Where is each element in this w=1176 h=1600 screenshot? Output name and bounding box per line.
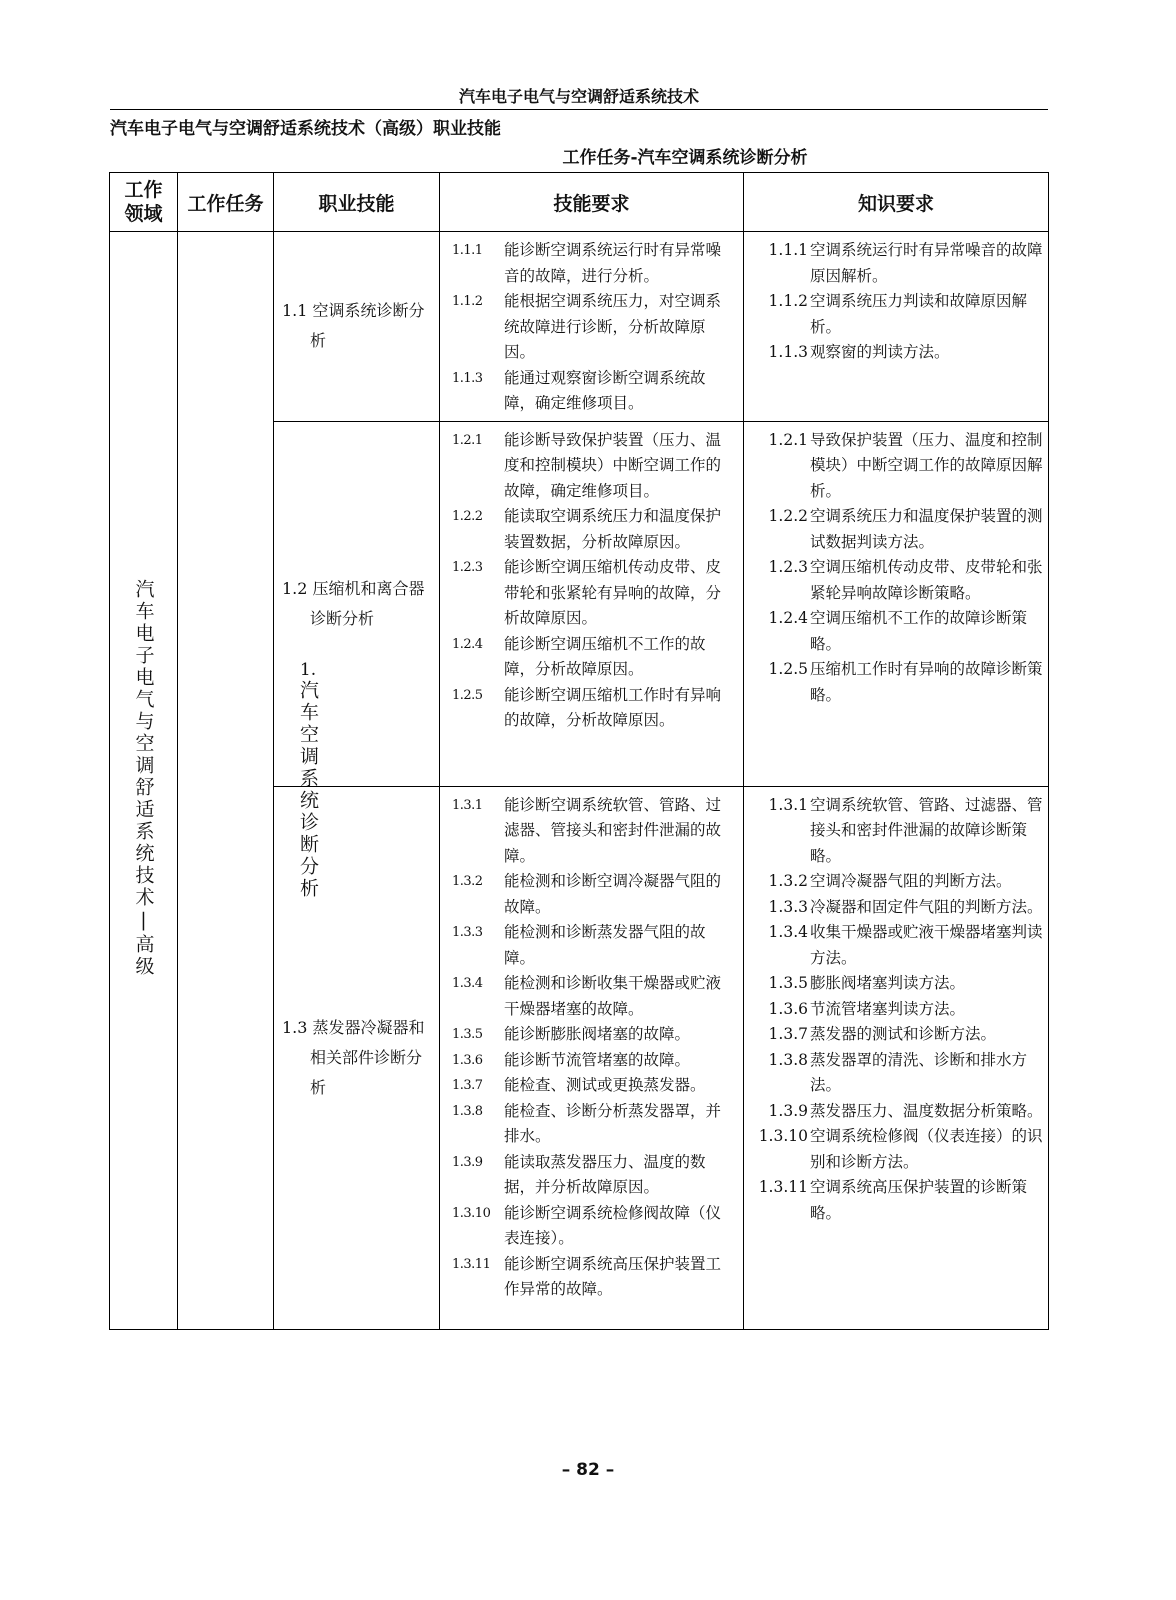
knowledge-requirement-item xyxy=(754,555,1044,606)
task-text: 汽车空调系统诊断分析 xyxy=(297,680,319,901)
item-text: 能诊断空调压缩机不工作的故障，分析故障原因。 xyxy=(504,634,706,678)
header-task: 工作任务 xyxy=(178,173,274,232)
skill-requirement-item xyxy=(452,971,735,1022)
skills-table xyxy=(109,172,1049,1330)
skill-requirement-item xyxy=(452,1048,735,1074)
skill-requirement-item xyxy=(452,869,735,920)
item-text: 能读取空调系统压力和温度保护装置数据，分析故障原因。 xyxy=(504,507,722,551)
item-text: 能检测和诊断蒸发器气阻的故障。 xyxy=(504,923,706,967)
item-text: 导致保护装置（压力、温度和控制模块）中断空调工作的故障原因解析。 xyxy=(810,430,1043,500)
item-number: 1.3.6 xyxy=(768,999,808,1018)
item-number: 1.3.4 xyxy=(452,976,483,991)
item-number: 1.3.10 xyxy=(452,1205,491,1221)
skill-label: 1.3 蒸发器冷凝器和相关部件诊断分析 xyxy=(282,1017,425,1097)
item-text: 冷凝器和固定件气阻的判断方法。 xyxy=(810,897,1043,916)
item-number: 1.2.4 xyxy=(768,609,808,627)
skill-requirements-cell xyxy=(440,232,744,422)
skill-requirements-list xyxy=(440,422,743,738)
item-number: 1.2.4 xyxy=(452,636,483,652)
skill-requirements-list xyxy=(440,787,743,1307)
skill-requirement-item xyxy=(452,238,735,289)
item-text: 能诊断空调压缩机传动皮带、皮带轮和张紧轮有异响的故障，分析故障原因。 xyxy=(504,558,722,627)
item-text: 空调系统高压保护装置的诊断策略。 xyxy=(810,1178,1028,1222)
item-text: 能诊断空调系统软管、管路、过滤器、管接头和密封件泄漏的故障。 xyxy=(504,795,722,865)
table-row xyxy=(110,232,1049,422)
item-text: 能诊断空调系统高压保护装置工作异常的故障。 xyxy=(504,1254,722,1298)
skill-requirements-cell xyxy=(440,786,744,1329)
item-number: 1.3.2 xyxy=(452,874,483,889)
task-number: 1. xyxy=(299,660,317,681)
item-number: 1.3.4 xyxy=(768,923,808,941)
knowledge-requirement-item xyxy=(754,657,1044,708)
header-domain xyxy=(110,173,178,232)
item-number: 1.3.7 xyxy=(768,1025,808,1043)
knowledge-requirement-item xyxy=(754,793,1044,870)
item-text: 能检测和诊断空调冷凝器气阻的故障。 xyxy=(504,872,722,916)
item-text: 空调系统压力判读和故障原因解析。 xyxy=(810,292,1028,336)
item-number: 1.2.1 xyxy=(768,430,808,449)
item-number: 1.2.5 xyxy=(452,687,483,703)
knowledge-requirements-cell xyxy=(744,421,1049,786)
knowledge-requirements-list xyxy=(744,232,1048,370)
knowledge-requirement-item xyxy=(754,1124,1044,1175)
knowledge-requirements-cell xyxy=(744,232,1049,422)
item-text: 蒸发器压力、温度数据分析策略。 xyxy=(810,1101,1043,1120)
item-text: 空调系统软管、管路、过滤器、管接头和密封件泄漏的故障诊断策略。 xyxy=(810,795,1043,865)
skill-label: 1.2 压缩机和离合器诊断分析 xyxy=(282,578,425,628)
skill-requirement-item xyxy=(452,289,735,366)
page-number: – 82 – xyxy=(561,1460,615,1480)
item-text: 能诊断空调系统检修阀故障（仪表连接）。 xyxy=(504,1203,722,1247)
domain-text: 汽车电子电气与空调舒适系统技术|高级 xyxy=(132,578,155,978)
item-number: 1.2.2 xyxy=(768,507,808,525)
skill-cell xyxy=(274,232,440,422)
item-text: 能检测和诊断收集干燥器或贮液干燥器堵塞的故障。 xyxy=(504,974,722,1018)
item-number: 1.3.6 xyxy=(452,1052,483,1068)
knowledge-requirement-item xyxy=(754,504,1044,555)
document-title: 汽车电子电气与空调舒适系统技术（高级）职业技能 xyxy=(110,119,501,139)
knowledge-requirement-item xyxy=(754,289,1044,340)
item-text: 空调压缩机传动皮带、皮带轮和张紧轮异响故障诊断策略。 xyxy=(810,558,1043,602)
knowledge-requirement-item xyxy=(754,238,1044,289)
knowledge-requirements-list xyxy=(744,787,1048,1231)
item-number: 1.3.11 xyxy=(452,1256,491,1272)
knowledge-requirement-item xyxy=(754,606,1044,657)
item-text: 能检查、测试或更换蒸发器。 xyxy=(504,1076,706,1094)
skill-requirement-item xyxy=(452,1201,735,1252)
item-text: 空调系统检修阀（仪表连接）的识别和诊断方法。 xyxy=(810,1127,1043,1171)
item-number: 1.2.2 xyxy=(452,509,483,524)
item-text: 观察窗的判读方法。 xyxy=(810,343,950,361)
skill-requirement-item xyxy=(452,793,735,870)
knowledge-requirement-item xyxy=(754,340,1044,366)
item-text: 膨胀阀堵塞判读方法。 xyxy=(810,974,966,992)
item-number: 1.3.3 xyxy=(768,897,808,916)
skill-requirement-item xyxy=(452,1099,735,1150)
item-number: 1.3.1 xyxy=(768,795,808,814)
item-text: 节流管堵塞判读方法。 xyxy=(810,999,966,1018)
item-number: 1.1.2 xyxy=(768,292,808,310)
item-text: 能通过观察窗诊断空调系统故障，确定维修项目。 xyxy=(504,368,706,412)
item-number: 1.2.5 xyxy=(768,660,808,678)
item-text: 蒸发器罩的清洗、诊断和排水方法。 xyxy=(810,1050,1028,1094)
header-knowledge-requirements: 知识要求 xyxy=(744,173,1049,232)
item-number: 1.1.1 xyxy=(452,243,483,258)
knowledge-requirement-item xyxy=(754,1022,1044,1048)
item-text: 压缩机工作时有异响的故障诊断策略。 xyxy=(810,660,1043,704)
skill-requirement-item xyxy=(452,504,735,555)
skill-requirement-item xyxy=(452,1252,735,1303)
item-text: 能诊断节流管堵塞的故障。 xyxy=(504,1050,691,1069)
skill-requirements-list xyxy=(440,232,743,421)
document-subtitle: 工作任务-汽车空调系统诊断分析 xyxy=(562,148,808,168)
item-text: 能检查、诊断分析蒸发器罩，并排水。 xyxy=(504,1101,722,1145)
knowledge-requirements-list xyxy=(744,422,1048,713)
skill-requirement-item xyxy=(452,555,735,632)
knowledge-requirement-item xyxy=(754,895,1044,921)
item-number: 1.3.8 xyxy=(768,1050,808,1069)
item-number: 1.3.9 xyxy=(768,1101,808,1120)
knowledge-requirement-item xyxy=(754,1048,1044,1099)
skill-requirement-item xyxy=(452,428,735,505)
item-number: 1.3.5 xyxy=(452,1027,483,1042)
knowledge-requirement-item xyxy=(754,920,1044,971)
knowledge-requirement-item xyxy=(754,428,1044,505)
knowledge-requirement-item xyxy=(754,869,1044,895)
item-text: 蒸发器的测试和诊断方法。 xyxy=(810,1025,997,1043)
knowledge-requirement-item xyxy=(754,997,1044,1023)
item-text: 能根据空调系统压力，对空调系统故障进行诊断，分析故障原因。 xyxy=(504,292,722,361)
skill-requirement-item xyxy=(452,1073,735,1099)
item-text: 能诊断空调压缩机工作时有异响的故障，分析故障原因。 xyxy=(504,685,722,729)
skill-requirement-item xyxy=(452,1022,735,1048)
item-text: 空调系统压力和温度保护装置的测试数据判读方法。 xyxy=(810,507,1043,551)
header-skill: 职业技能 xyxy=(274,173,440,232)
item-number: 1.3.1 xyxy=(452,797,483,813)
skill-label: 1.1 空调系统诊断分析 xyxy=(282,301,425,351)
item-number: 1.1.1 xyxy=(768,241,808,259)
table-header-row xyxy=(110,173,1049,232)
item-text: 空调系统运行时有异常噪音的故障原因解析。 xyxy=(810,241,1043,285)
item-number: 1.3.5 xyxy=(768,974,808,992)
task-cell xyxy=(178,232,319,1330)
skill-requirement-item xyxy=(452,366,735,417)
knowledge-requirement-item xyxy=(754,1175,1044,1226)
item-text: 能诊断导致保护装置（压力、温度和控制模块）中断空调工作的故障，确定维修项目。 xyxy=(504,430,722,500)
domain-cell xyxy=(110,232,178,1330)
item-text: 能读取蒸发器压力、温度的数据，并分析故障原因。 xyxy=(504,1152,706,1196)
item-text: 能诊断空调系统运行时有异常噪音的故障，进行分析。 xyxy=(504,241,722,285)
item-text: 收集干燥器或贮液干燥器堵塞判读方法。 xyxy=(810,923,1043,967)
header-skill-requirements: 技能要求 xyxy=(440,173,744,232)
knowledge-requirements-cell xyxy=(744,786,1049,1329)
skill-requirements-cell xyxy=(440,421,744,786)
item-number: 1.1.3 xyxy=(768,343,808,361)
header-domain-text: 工作 领域 xyxy=(124,179,163,225)
skill-requirement-item xyxy=(452,1150,735,1201)
item-text: 空调压缩机不工作的故障诊断策略。 xyxy=(810,609,1028,653)
knowledge-requirement-item xyxy=(754,1099,1044,1125)
item-number: 1.3.8 xyxy=(452,1103,483,1119)
item-number: 1.2.3 xyxy=(452,560,483,575)
item-number: 1.2.1 xyxy=(452,432,483,448)
item-number: 1.3.2 xyxy=(768,872,808,890)
item-number: 1.3.10 xyxy=(758,1127,808,1145)
item-number: 1.3.11 xyxy=(758,1178,808,1196)
skill-requirement-item xyxy=(452,632,735,683)
item-number: 1.3.9 xyxy=(452,1154,483,1170)
skill-requirement-item xyxy=(452,920,735,971)
item-number: 1.3.3 xyxy=(452,925,483,940)
running-header: 汽车电子电气与空调舒适系统技术 xyxy=(458,87,699,106)
header-rule xyxy=(110,109,1048,110)
item-text: 能诊断膨胀阀堵塞的故障。 xyxy=(504,1025,691,1043)
knowledge-requirement-item xyxy=(754,971,1044,997)
item-text: 空调冷凝器气阻的判断方法。 xyxy=(810,872,1012,890)
item-number: 1.2.3 xyxy=(768,558,808,576)
item-number: 1.3.7 xyxy=(452,1078,483,1093)
item-number: 1.1.2 xyxy=(452,294,483,309)
item-number: 1.1.3 xyxy=(452,370,483,386)
skill-requirement-item xyxy=(452,683,735,734)
